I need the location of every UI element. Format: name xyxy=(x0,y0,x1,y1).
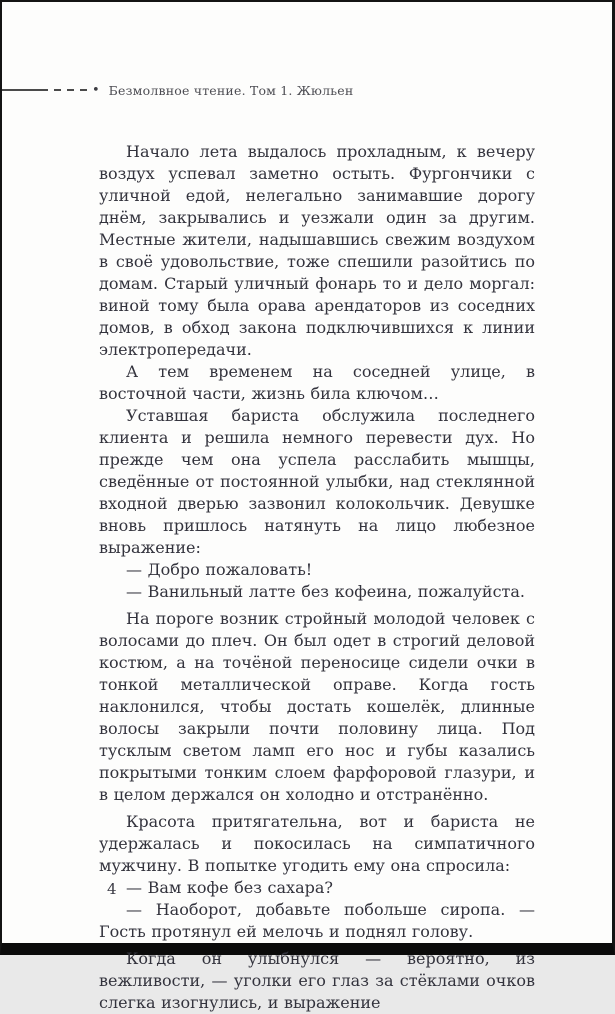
paragraph: А тем временем на соседней улице, в восточной части, жизнь била ключом… xyxy=(99,362,535,403)
page-number: 4 xyxy=(107,880,117,898)
dash-dot-rule xyxy=(2,89,90,91)
bullet-icon: • xyxy=(92,82,100,98)
paragraph: Когда он улыбнулся — вероятно, из вежливости, — уголки его глаз за стёклами очков слегка изогнулись, и выражение xyxy=(99,949,535,1012)
paragraph: Начало лета выдалось прохладным, к вечеру воздух успевал заметно остыть. Фургончики с уличной едой, нелегально занимавшие дорогу днём, закрывались и уезжали один за другим. Местные жители, надышавшись свежим воздухом в своё удовольствие, тоже спешили разойтись по домам. Старый уличный фонарь то и дело моргал: виной тому была орава арендаторов из соседних домов, в обход закона подключившихся к линии электропередачи. xyxy=(99,142,535,359)
running-header xyxy=(2,82,612,98)
dialogue-line: — Ванильный латте без кофеина, пожалуйста. xyxy=(126,582,526,601)
dialogue-line: — Вам кофе без сахара? xyxy=(126,878,333,897)
dialogue-line: — Добро пожаловать! xyxy=(126,560,313,579)
paragraph: Уставшая бариста обслужила последнего клиента и решила немного перевести дух. Но прежде чем она успела расслабить мышцы, сведённые от постоянной улыбки, над стеклянной входной дверью зазвонил колокольчик. Девушке вновь пришлось натянуть на лицо любезное выражение: xyxy=(99,406,535,557)
paragraph: На пороге возник стройный молодой человек с волосами до плеч. Он был одет в строгий деловой костюм, а на точёной переносице сидели очки в тонкой металлической оправе. Когда гость наклонился, чтобы достать кошелёк, длинные волосы закрыли почти половину лица. Под тусклым светом ламп его нос и губы казались покрытыми тонким слоем фарфоровой глазури, и в целом держался он холодно и отстранённо. xyxy=(99,609,535,804)
text-column xyxy=(99,141,535,1014)
running-title: Безмолвное чтение. Том 1. Жюльен xyxy=(108,82,354,98)
dialogue-line: — Наоборот, добавьте побольше сиропа. — Гость протянул ей мелочь и поднял голову. xyxy=(99,900,535,941)
paragraph: Красота притягательна, вот и бариста не удержалась и покосилась на симпатичного мужчину. В попытке угодить ему она спросила: xyxy=(99,812,535,875)
